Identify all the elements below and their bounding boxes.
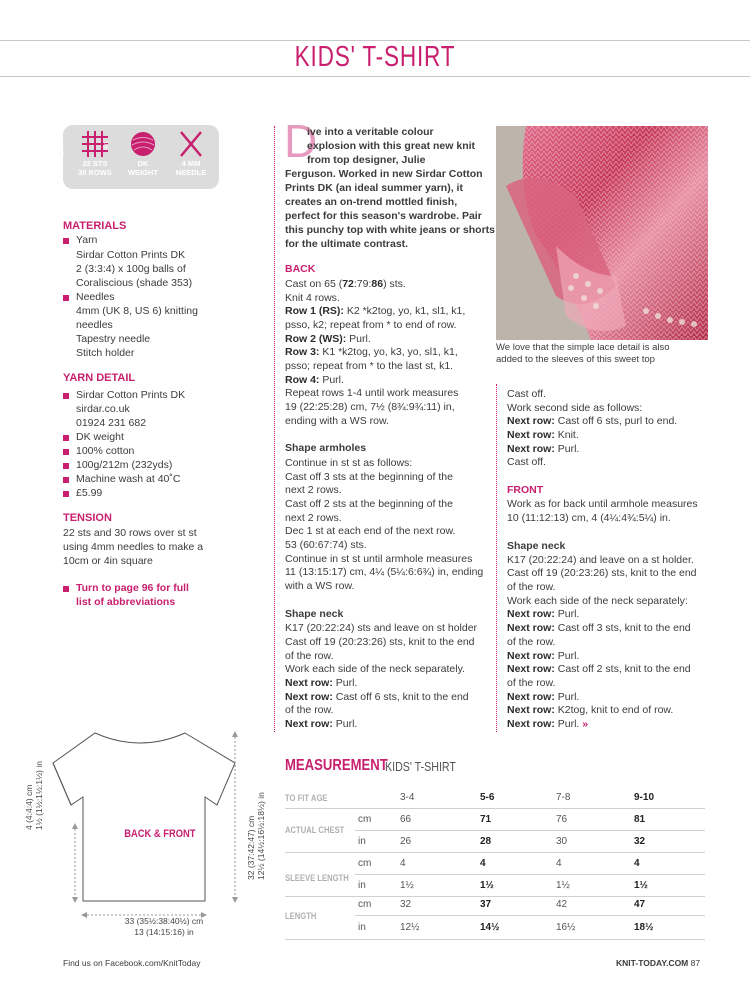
front-next-row: Next row: Purl. » <box>507 718 589 730</box>
neck-line: of the row. <box>285 704 334 716</box>
table-divider <box>355 830 705 831</box>
drop-cap: D <box>284 115 318 167</box>
materials-line: Stitch holder <box>76 347 135 359</box>
row-label-length: LENGTH <box>285 911 317 921</box>
spec-box <box>59 125 219 189</box>
yarn-detail-item: Machine wash at 40˚C <box>76 473 181 485</box>
yarn-detail-item: 01924 231 682 <box>76 417 147 429</box>
front-next-row: Next row: Cast off 2 sts, knit to the end <box>507 663 691 675</box>
column-age: 5-6 <box>480 792 495 803</box>
unit-label: cm <box>358 814 372 825</box>
intro-line: explosion with this great new knit <box>307 140 476 152</box>
table-divider <box>285 896 705 897</box>
yarn-weight-spec <box>121 131 165 177</box>
photo-caption: added to the sleeves of this sweet top <box>496 354 655 365</box>
table-cell: 4 <box>400 858 406 869</box>
right-line: Cast off. <box>507 456 546 468</box>
yarn-detail-item: 100% cotton <box>76 445 135 457</box>
measurement-heading: MEASUREMENT <box>285 757 388 774</box>
unit-label: in <box>358 836 366 847</box>
front-neck-line: of the row. <box>507 636 556 648</box>
materials-yarn-label: Yarn <box>76 234 98 246</box>
table-cell: 1½ <box>480 880 494 891</box>
diagram-right-dim: 32 (37:42:47) cm 12½ (14½:16½:18½) in <box>246 792 266 880</box>
column-age: 7-8 <box>556 792 571 803</box>
table-cell: 66 <box>400 814 412 825</box>
table-cell: 42 <box>556 899 568 910</box>
knitting-needles-icon <box>178 131 204 157</box>
back-row1: Row 1 (RS): K2 *k2tog, yo, k1, sl1, k1, <box>285 305 466 317</box>
abbreviations-link[interactable]: list of abbreviations <box>76 596 176 608</box>
yarn-detail-heading: YARN DETAIL <box>63 372 136 384</box>
materials-line: 4mm (UK 8, US 6) knitting <box>76 305 198 317</box>
unit-label: in <box>358 880 366 891</box>
back-neck-heading: Shape neck <box>285 608 344 620</box>
table-cell: 1½ <box>556 880 570 891</box>
photo-caption: We love that the simple lace detail is also <box>496 342 670 353</box>
table-divider <box>355 915 705 916</box>
neck-line: of the row. <box>285 650 334 662</box>
front-neck-line: of the row. <box>507 581 556 593</box>
right-line: Work second side as follows: <box>507 402 643 414</box>
bullet <box>63 477 69 483</box>
back-row2: Row 2 (WS): Purl. <box>285 333 371 345</box>
armholes-heading: Shape armholes <box>285 442 367 454</box>
table-cell: 30 <box>556 836 568 847</box>
bullet <box>63 393 69 399</box>
back-line: psso, k2; repeat from * to end of row. <box>285 319 457 331</box>
right-next-row: Next row: Purl. <box>507 443 580 455</box>
yarn-detail-item: £5.99 <box>76 487 103 499</box>
table-cell: 14½ <box>480 922 500 933</box>
needle-label: NEEDLE <box>175 168 207 177</box>
column-divider <box>274 126 276 732</box>
column-divider <box>496 384 498 732</box>
neck-next-row: Next row: Cast off 6 sts, knit to the end <box>285 691 469 703</box>
table-cell: 76 <box>556 814 568 825</box>
yarn-weight: WEIGHT <box>128 168 158 177</box>
back-row4: Row 4: Purl. <box>285 374 344 386</box>
back-cast-on: Cast on 65 (72:79:86) sts. <box>285 278 406 290</box>
neck-next-row: Next row: Purl. <box>285 718 358 730</box>
diagram-label: BACK & FRONT <box>124 828 196 840</box>
back-row3: Row 3: K1 *k2tog, yo, k3, yo, sl1, k1, <box>285 346 458 358</box>
gauge-side-label: 10cm <box>59 142 66 158</box>
table-divider <box>285 939 705 940</box>
armholes-line: next 2 rows. <box>285 512 342 524</box>
table-cell: 32 <box>634 836 646 847</box>
bullet <box>63 435 69 441</box>
unit-label: in <box>358 922 366 933</box>
bullet <box>63 586 69 592</box>
front-neck-line: Work each side of the neck separately: <box>507 595 688 607</box>
right-next-row: Next row: Cast off 6 sts, purl to end. <box>507 415 678 427</box>
bullet <box>63 238 69 244</box>
bullet <box>63 463 69 469</box>
table-cell: 1½ <box>400 880 414 891</box>
row-label-age: TO FIT AGE <box>285 793 328 803</box>
armholes-line: Cast off 3 sts at the beginning of the <box>285 471 453 483</box>
bullet <box>63 491 69 497</box>
tension-line: 22 sts and 30 rows over st st <box>63 527 197 539</box>
back-line: 19 (22:25:28) cm, 7½ (8¾:9¾:11) in, <box>285 401 455 413</box>
armholes-line: next 2 rows. <box>285 484 342 496</box>
gauge-spec <box>73 131 117 177</box>
back-line: Repeat rows 1-4 until work measures <box>285 387 459 399</box>
unit-label: cm <box>358 858 372 869</box>
column-age: 3-4 <box>400 792 415 803</box>
yarn-dk: DK <box>137 159 149 168</box>
footer-site[interactable]: KNIT-TODAY.COM 87 <box>616 958 701 968</box>
table-divider <box>355 874 705 875</box>
abbreviations-link[interactable]: Turn to page 96 for full <box>76 582 189 594</box>
yarn-detail-item: Sirdar Cotton Prints DK <box>76 389 186 401</box>
tshirt-sleeve-illustration <box>496 126 708 340</box>
row-label-chest: ACTUAL CHEST <box>285 825 345 835</box>
armholes-line: Continue in st st until armhole measures <box>285 553 473 565</box>
table-cell: 4 <box>556 858 562 869</box>
back-line: Knit 4 rows. <box>285 292 340 304</box>
front-neck-line: of the row. <box>507 677 556 689</box>
armholes-line: 11 (13:15:17) cm, 4¼ (5¼:6:6¾) in, ending <box>285 566 484 578</box>
needle-size: 4 MM <box>181 159 201 168</box>
bullet <box>63 449 69 455</box>
measurement-subheading: KIDS' T-SHIRT <box>385 759 456 774</box>
intro-line: creates an on-trend mottled finish, <box>285 196 458 208</box>
front-line: Work as for back until armhole measures <box>507 498 698 510</box>
armholes-line: with a WS row. <box>285 580 355 592</box>
back-line: ending with a WS row. <box>285 415 389 427</box>
table-cell: 12½ <box>400 922 420 933</box>
gauge-sts: 22 STS <box>82 159 108 168</box>
gauge-top-label: 4in <box>104 141 111 151</box>
front-line: 10 (11:12:13) cm, 4 (4¼:4¾:5¼) in. <box>507 512 671 524</box>
materials-line: Coraliscious (shade 353) <box>76 277 193 289</box>
neck-line: Work each side of the neck separately. <box>285 663 465 675</box>
materials-heading: MATERIALS <box>63 220 127 232</box>
neck-line: Cast off 19 (20:23:26) sts, knit to the end <box>285 636 475 648</box>
right-line: Cast off. <box>507 388 546 400</box>
intro-line: ive into a veritable colour <box>307 126 434 138</box>
continue-arrow-icon: » <box>582 718 589 730</box>
table-cell: 28 <box>480 836 492 847</box>
armholes-line: Cast off 2 sts at the beginning of the <box>285 498 453 510</box>
front-next-row: Next row: Purl. <box>507 691 580 703</box>
intro-line: for the ultimate contrast. <box>285 238 409 250</box>
armholes-line: 53 (60:67:74) sts. <box>285 539 367 551</box>
diagram-left-dim: 4 (4:4:4) cm 1½ (1½:1½:1½) in <box>24 761 44 830</box>
materials-line: Tapestry needle <box>76 333 151 345</box>
back-heading: BACK <box>285 263 316 275</box>
front-heading: FRONT <box>507 484 544 496</box>
table-cell: 1½ <box>634 880 648 891</box>
front-next-row: Next row: K2tog, knit to end of row. <box>507 704 674 716</box>
table-divider <box>285 852 705 853</box>
materials-line: Sirdar Cotton Prints DK <box>76 249 186 261</box>
table-cell: 4 <box>634 858 640 869</box>
tension-line: 10cm or 4in square <box>63 555 153 567</box>
intro-line: perfect for this season's wardrobe. Pair <box>285 210 482 222</box>
page-number: 87 <box>690 958 701 968</box>
front-neck-line: Cast off 19 (20:23:26) sts, knit to the end <box>507 567 697 579</box>
table-divider <box>285 808 705 809</box>
table-cell: 81 <box>634 814 646 825</box>
table-cell: 32 <box>400 899 412 910</box>
unit-label: cm <box>358 899 372 910</box>
row-label-sleeve: SLEEVE LENGTH <box>285 873 349 883</box>
intro-line: Prints DK (an ideal summer yarn), it <box>285 182 463 194</box>
table-cell: 71 <box>480 814 492 825</box>
materials-needles-label: Needles <box>76 291 115 303</box>
tension-heading: TENSION <box>63 512 112 524</box>
front-neck-line: K17 (20:22:24) and leave on a st holder. <box>507 554 694 566</box>
front-next-row: Next row: Cast off 3 sts, knit to the end <box>507 622 691 634</box>
neck-next-row: Next row: Purl. <box>285 677 358 689</box>
header-rule-bottom <box>0 76 750 77</box>
armholes-line: Continue in st st as follows: <box>285 457 413 469</box>
intro-line: this punchy top with white jeans or shorts <box>285 224 496 236</box>
materials-line: 2 (3:3:4) x 100g balls of <box>76 263 186 275</box>
page-title: KIDS' T-SHIRT <box>294 41 456 73</box>
intro-line: Ferguson. Worked in new Sirdar Cotton <box>285 168 483 180</box>
column-age: 9-10 <box>634 792 655 803</box>
diagram-bottom-dim: 33 (35½:38:40½) cm 13 (14:15:16) in <box>124 916 204 937</box>
table-cell: 18½ <box>634 922 654 933</box>
tshirt-photo <box>496 126 708 340</box>
bullet <box>63 295 69 301</box>
table-cell: 16½ <box>556 922 576 933</box>
yarn-detail-item: DK weight <box>76 431 124 443</box>
table-cell: 47 <box>634 899 646 910</box>
materials-line: needles <box>76 319 113 331</box>
table-cell: 37 <box>480 899 492 910</box>
yarn-ball-icon <box>129 131 157 157</box>
back-line: psso; repeat from * to the last st, k1. <box>285 360 454 372</box>
table-cell: 26 <box>400 836 412 847</box>
footer-facebook[interactable]: Find us on Facebook.com/KnitToday <box>63 958 201 968</box>
armholes-line: Dec 1 st at each end of the next row. <box>285 525 456 537</box>
intro-line: from top designer, Julie <box>307 154 426 166</box>
front-next-row: Next row: Purl. <box>507 650 580 662</box>
gauge-rows: 30 ROWS <box>78 168 112 177</box>
right-next-row: Next row: Knit. <box>507 429 579 441</box>
tension-line: using 4mm needles to make a <box>63 541 204 553</box>
table-cell: 4 <box>480 858 486 869</box>
needle-spec <box>169 131 213 177</box>
yarn-detail-item: sirdar.co.uk <box>76 403 130 415</box>
neck-line: K17 (20:22:24) sts and leave on st holder <box>285 622 478 634</box>
front-next-row: Next row: Purl. <box>507 608 580 620</box>
front-neck-heading: Shape neck <box>507 540 566 552</box>
yarn-detail-item: 100g/212m (232yds) <box>76 459 173 471</box>
